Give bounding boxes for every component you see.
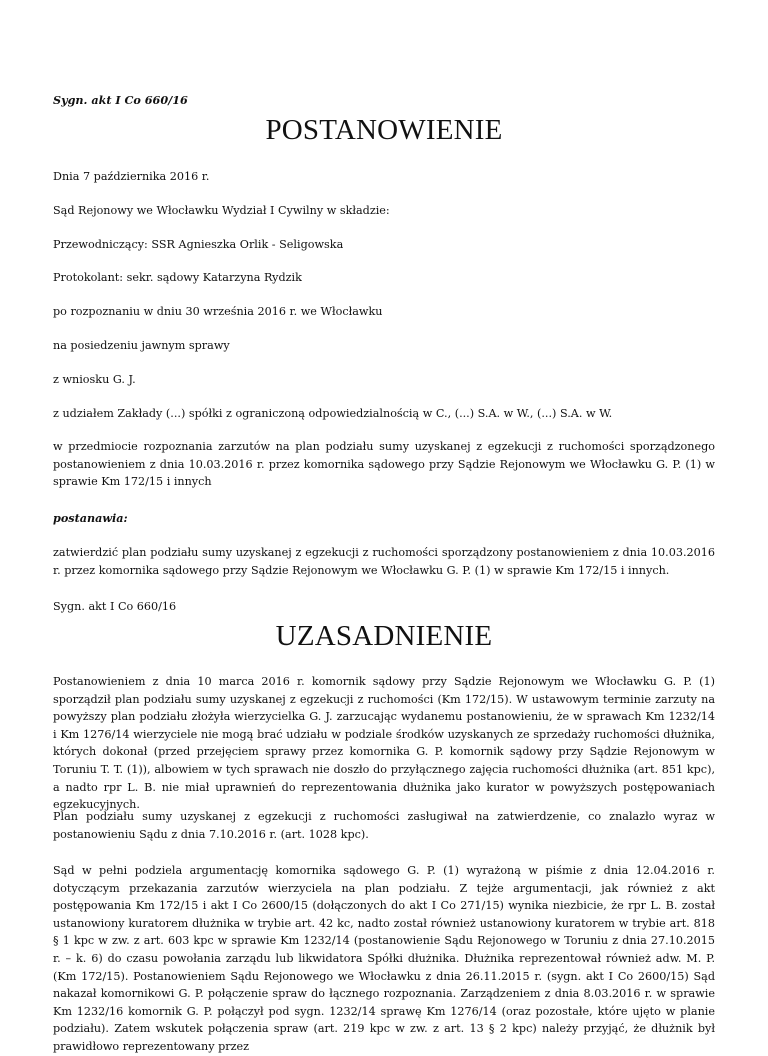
ruling-date: Dnia 7 października 2016 r. (53, 170, 210, 183)
justification-paragraph-3: Sąd w pełni podziela argumentację komornika sądowego G. P. (1) wyrażoną w piśmie z dnia 12.04.2016 r. dotyczącym przekazania zarzutów wierzyciela na plan podziału. Z tejże argumentacji, jak również z akt postępowania Km 172/15 i akt I Co 2600/15 (dołączonych do akt I Co 271/15) wynika niezbicie, że rpr L. B. został ustanowiony kuratorem dłużnika w trybie art. 42 kc, nadto został również ustanowiony kuratorem w trybie art. 818 § 1 kpc w zw. z art. 603 kpc w sprawie Km 1232/14 (postanowienie Sądu Rejonowego w Toruniu z dnia 27.10.2015 r. – k. 6) do czasu powołania zarządu lub likwidatora Spółki dłużnika. Dłużnika reprezentował również adw. M. P. (Km 172/15). Postanowieniem Sądu Rejonowego we Włocławku z dnia 26.11.2015 r. (sygn. akt I Co 2600/15) Sąd nakazał komornikowi G. P. połączenie spraw do łącznego rozpoznania. Zarządzeniem z dnia 8.03.2016 r. w sprawie Km 1232/16 komornik G. P. połączył pod sygn. 1232/14 sprawę Km 1276/14 (oraz pozostałe, które ujęto w planie podziału). Zatem wskutek połączenia spraw (art. 219 kpc w zw. z art. 13 § 2 kpc) należy przyjąć, że dłużnik był prawidłowo reprezentowany przez (53, 864, 715, 1053)
justification-title: UZASADNIENIE (275, 620, 493, 652)
session-type: na posiedzeniu jawnym sprawy (53, 339, 230, 352)
court-clerk: Protokolant: sekr. sądowy Katarzyna Rydzik (53, 271, 302, 284)
hearing-date: po rozpoznaniu w dniu 30 września 2016 r. we Włocławku (53, 305, 383, 318)
justification-paragraph-1: Postanowieniem z dnia 10 marca 2016 r. komornik sądowy przy Sądzie Rejonowym we Włocławku G. P. (1) sporządził plan podziału sumy uzyskanej z egzekucji z ruchomości (Km 172/15). W ustawowym terminie zarzuty na powyższy plan podziału złożyła wierzycielka G. J. zarzucając wydanemu postanowieniu, że w sprawach Km 1232/14 i Km 1276/14 wierzyciele nie mogą brać udziału w podziale środków uzyskanych ze sprzedaży ruchomości dłużnika, których dokonał (przed przejęciem sprawy przez komornika G. P. komornik sądowy przy Sądzie Rejonowym w Toruniu T. T. (1)), albowiem w tych sprawach nie doszło do przyłącznego zajęcia ruchomości dłużnika (art. 851 kpc), a nadto rpr L. B. nie miał uprawnień do reprezentowania dłużnika jako kurator w powyższych postępowaniach egzekucyjnych. (53, 675, 715, 812)
justification-signature: Sygn. akt I Co 660/16 (53, 600, 177, 613)
justification-paragraph-2: Plan podziału sumy uzyskanej z egzekucji z ruchomości zasługiwał na zatwierdzenie, co znalazło wyraz w postanowieniu Sądu z dnia 7.10.2016 r. (art. 1028 kpc). (53, 810, 715, 841)
case-signature: Sygn. akt I Co 660/16 (53, 93, 188, 107)
participants: z udziałem Zakłady (...) spółki z ograniczoną odpowiedzialnością w C., (...) S.A. w W., (...) S.A. w W. (53, 407, 613, 420)
applicant: z wniosku G. J. (53, 373, 136, 386)
presiding-judge: Przewodniczący: SSR Agnieszka Orlik - Seligowska (53, 238, 344, 251)
ruling-title: POSTANOWIENIE (265, 114, 503, 146)
ruling-label: postanawia: (53, 511, 128, 525)
case-subject: w przedmiocie rozpoznania zarzutów na plan podziału sumy uzyskanej z egzekucji z ruchomości sporządzonego postanowieniem z dnia 10.03.2016 r. przez komornika sądowego przy Sądzie Rejonowym we Włocławku G. P. (1) w sprawie Km 172/15 i innych (53, 440, 715, 489)
court-composition: Sąd Rejonowy we Włocławku Wydział I Cywilny w składzie: (53, 204, 390, 217)
ruling-text: zatwierdzić plan podziału sumy uzyskanej z egzekucji z ruchomości sporządzony postanowieniem z dnia 10.03.2016 r. przez komornika sądowego przy Sądzie Rejonowym we Włocławku G. P. (1) w sprawie Km 172/15 i innych. (53, 546, 715, 577)
